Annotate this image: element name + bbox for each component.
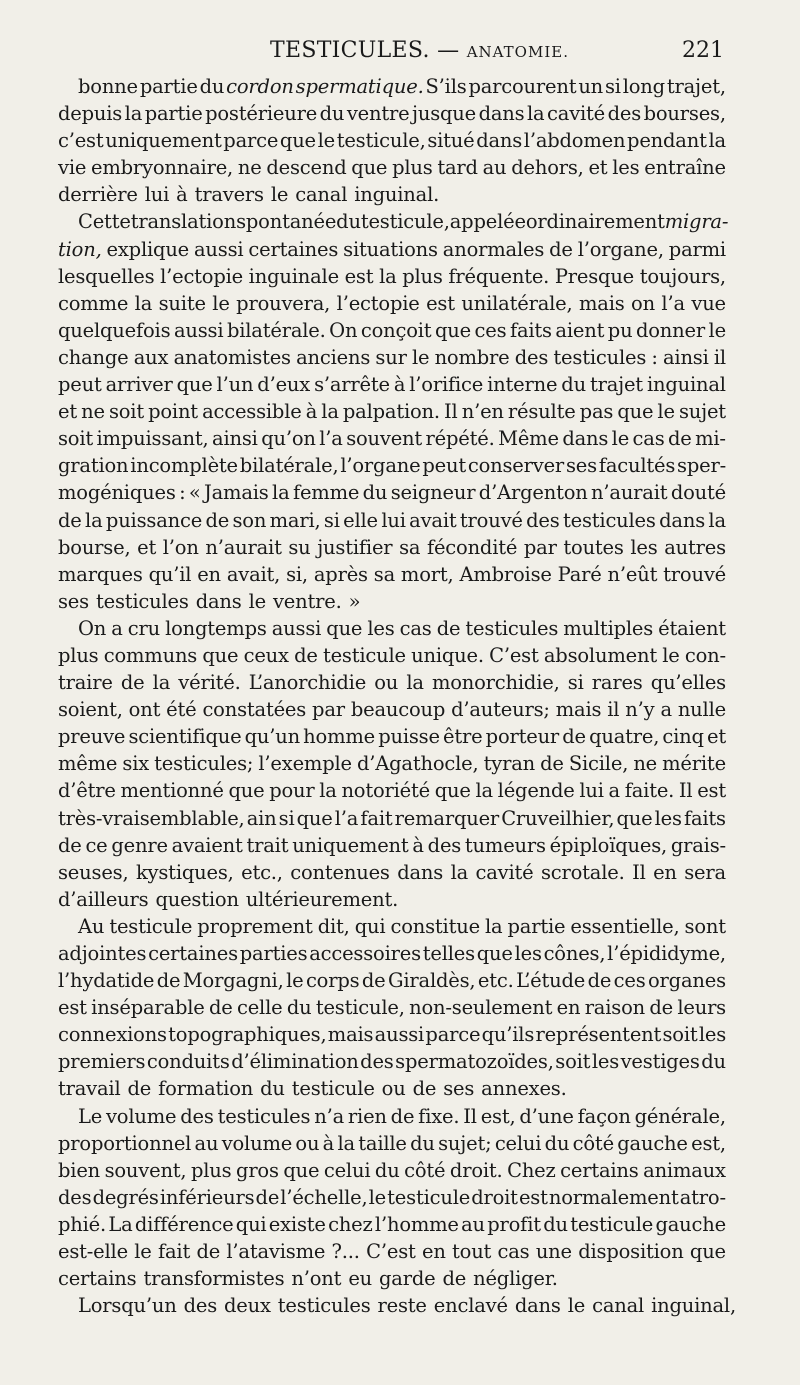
text-line: connexions topographiques, mais aussi parce qu’ils représentent soit les [58, 1023, 726, 1047]
text-line: peut arriver que l’un d’eux s’arrête à l’orifice interne du trajet inguinal [58, 373, 726, 397]
paragraph [58, 615, 726, 913]
text-line: vie embryonnaire, ne descend que plus tard au dehors, et les entraîne [58, 156, 726, 180]
paragraph [58, 73, 726, 208]
text-line: preuve scientifique qu’un homme puisse être porteur de quatre, cinq et [58, 725, 726, 749]
text-line: depuis la partie postérieure du ventre jusque dans la cavité des bourses, [58, 102, 726, 126]
paragraph [58, 913, 726, 1103]
text-line: est inséparable de celle du testicule, non-seulement en raison de leurs [58, 996, 726, 1020]
text-line: On a cru longtemps aussi que les cas de testicules multiples étaient [78, 616, 726, 640]
text-line: de la puissance de son mari, si elle lui avait trouvé des testicules dans la [58, 508, 726, 532]
text-line: ses testicules dans le ventre. » [58, 589, 361, 613]
page-number: 221 [682, 38, 724, 63]
text-line: comme la suite le prouvera, l’ectopie est unilatérale, mais on l’a vue [58, 291, 726, 315]
text-line: soit impuissant, ainsi qu’on l’a souvent répété. Même dans le cas de mi- [58, 427, 726, 451]
text-line: premiers conduits d’élimination des spermatozoïdes, soit les vestiges du [58, 1050, 726, 1074]
text-line: Au testicule proprement dit, qui constitue la partie essentielle, sont [78, 914, 726, 938]
text-line: Lorsqu’un des deux testicules reste enclavé dans le canal inguinal, [78, 1294, 736, 1318]
paragraph [58, 1292, 736, 1319]
text-line: plus communs que ceux de testicule unique. C’est absolument le con- [58, 643, 726, 667]
text-line: quelquefois aussi bilatérale. On conçoit que ces faits aient pu donner le [58, 318, 726, 342]
running-title-main: TESTICULES. — [270, 38, 460, 63]
running-title-sub: ANATOMIE. [466, 43, 569, 61]
text-line: est-elle le fait de l’atavisme ?... C’est en tout cas une disposition que [58, 1240, 726, 1264]
text-line: et ne soit point accessible à la palpation. Il n’en résulte pas que le sujet [58, 400, 726, 424]
text-line: de ce genre avaient trait uniquement à des tumeurs épiploïques, grais- [58, 833, 726, 857]
text-line: des degrés inférieurs de l’échelle, le testicule droit est normalement atro- [58, 1185, 726, 1209]
text-line: phié. La différence qui existe chez l’homme au profit du testicule gauche [58, 1212, 726, 1236]
text-line: Cette translation spontanée du testicule, appelée ordinairement migra- [78, 210, 729, 234]
text-line: traire de la vérité. L’anorchidie ou la monorchidie, si rares qu’elles [58, 671, 726, 695]
text-line: l’hydatide de Morgagni, le corps de Giraldès, etc. L’étude de ces organes [58, 969, 726, 993]
paragraph [58, 1103, 726, 1293]
text-line: même six testicules; l’exemple d’Agathocle, tyran de Sicile, ne mérite [58, 752, 726, 776]
text-line: proportionnel au volume ou à la taille du sujet; celui du côté gauche est, [58, 1131, 726, 1155]
text-line: très-vraisemblable, ain si que l’a fait remarquer Cruveilhier, que les faits [58, 806, 726, 830]
text-line: soient, ont été constatées par beaucoup d’auteurs; mais il n’y a nulle [58, 698, 726, 722]
text-line: marques qu’il en avait, si, après sa mort, Ambroise Paré n’eût trouvé [58, 562, 726, 586]
text-line: bien souvent, plus gros que celui du côté droit. Chez certains animaux [58, 1158, 726, 1182]
text-line: derrière lui à travers le canal inguinal. [58, 183, 440, 207]
text-line: bourse, et l’on n’aurait su justifier sa fécondité par toutes les autres [58, 535, 726, 559]
body-text [58, 73, 736, 1319]
text-line: gration incomplète bilatérale, l’organe peut conserver ses facultés sper- [58, 454, 726, 478]
text-line: lesquelles l’ectopie inguinale est la plus fréquente. Presque toujours, [58, 264, 726, 288]
text-line: certains transformistes n’ont eu garde de négliger. [58, 1267, 558, 1291]
text-line: travail de formation du testicule ou de ses annexes. [58, 1077, 567, 1101]
text-line: tion, explique aussi certaines situations anormales de l’organe, parmi [58, 237, 726, 261]
text-line: seuses, kystiques, etc., contenues dans la cavité scrotale. Il en sera [58, 860, 726, 884]
text-line: c’est uniquement parce que le testicule, situé dans l’abdomen pendant la [58, 129, 726, 153]
text-line: bonne partie du cordon spermatique. S’ils parcourent un si long trajet, [78, 75, 726, 98]
text-line: change aux anatomistes anciens sur le nombre des testicules : ainsi il [58, 345, 726, 369]
text-line: d’être mentionné que pour la notoriété que la légende lui a faite. Il est [58, 779, 726, 803]
text-line: Le volume des testicules n’a rien de fixe. Il est, d’une façon générale, [78, 1104, 726, 1128]
text-line: adjointes certaines parties accessoires telles que les cônes, l’épididyme, [58, 942, 726, 965]
text-line: mogéniques : « Jamais la femme du seigneur d’Argenton n’aurait douté [58, 481, 726, 505]
text-line: d’ailleurs question ultérieurement. [58, 887, 399, 911]
running-title [270, 38, 569, 63]
running-header [58, 38, 726, 78]
paragraph [58, 208, 729, 614]
